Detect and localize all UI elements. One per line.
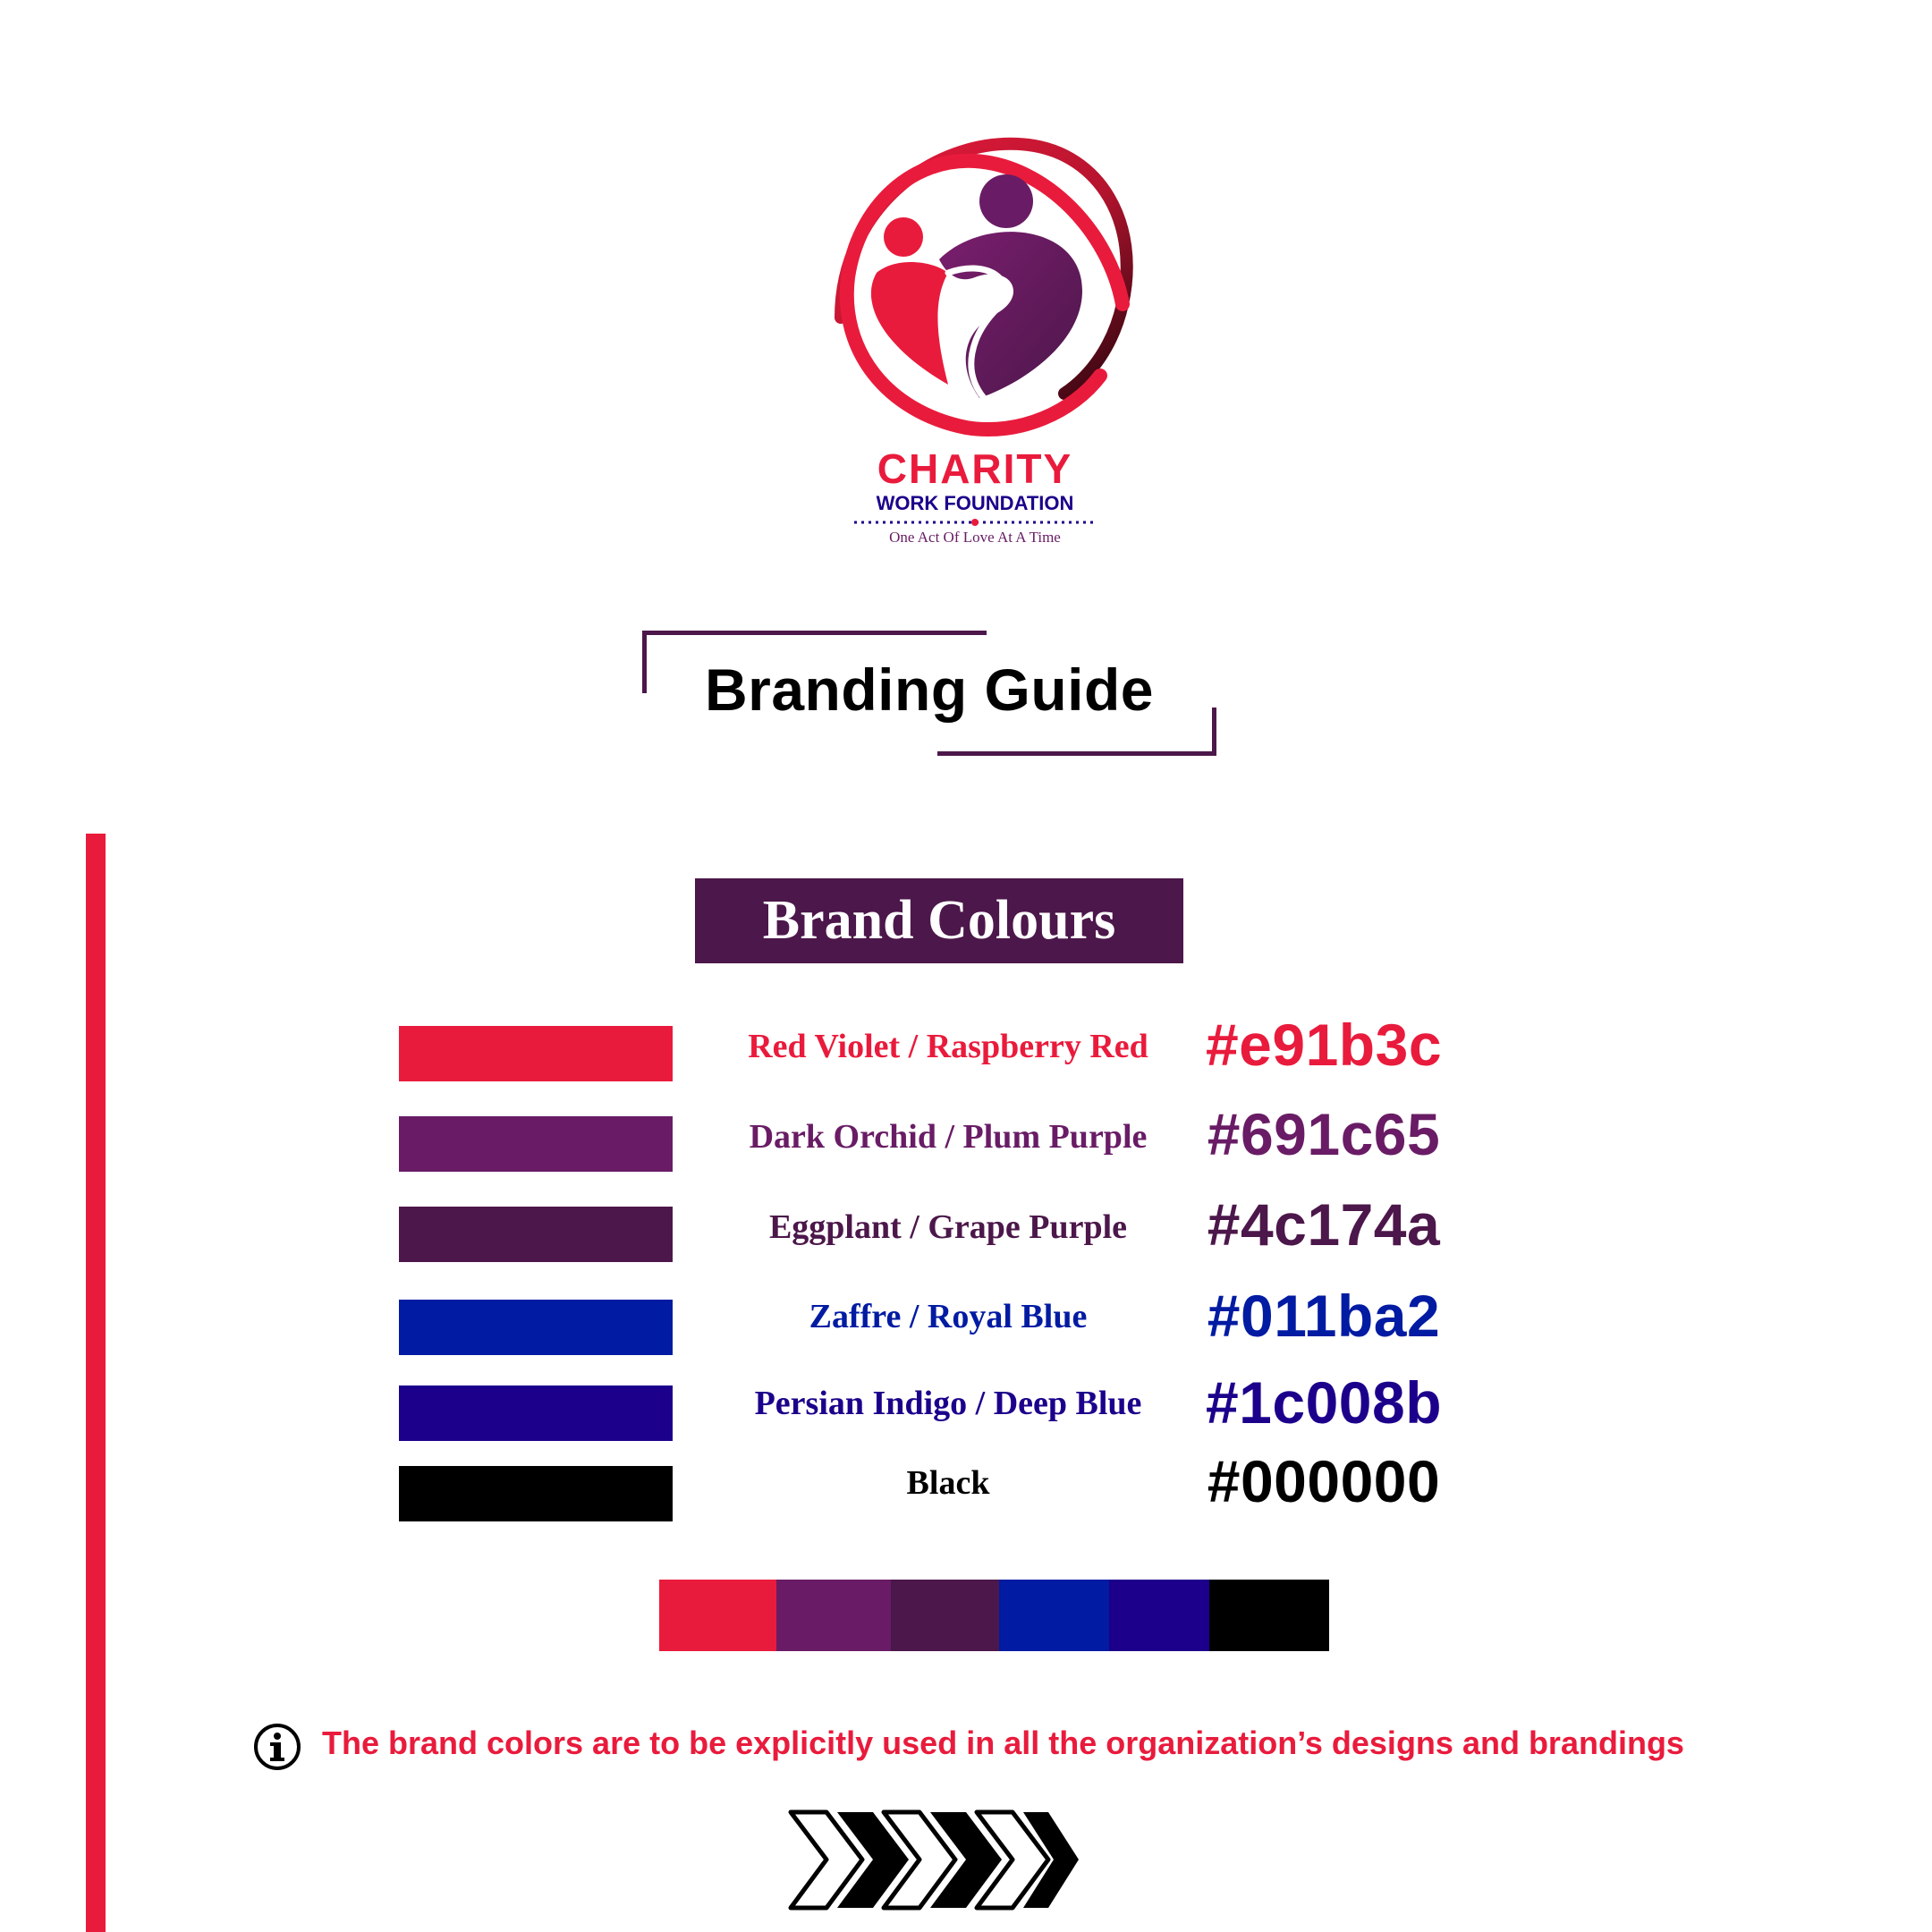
color-swatch-zaffre [399, 1300, 673, 1355]
color-swatch-persian-indigo [399, 1385, 673, 1441]
color-name: Persian Indigo / Deep Blue [754, 1385, 1142, 1422]
palette-segment [999, 1580, 1109, 1651]
usage-note: The brand colors are to be explicitly used in all the organization’s designs and brandings [322, 1724, 1684, 1761]
palette-segment [1209, 1580, 1329, 1651]
logo-tagline: One Act Of Love At A Time [889, 529, 1061, 546]
color-hex: #011ba2 [1207, 1283, 1441, 1349]
bracket-bottom [937, 751, 1216, 756]
color-hex: #4c174a [1207, 1191, 1441, 1258]
palette-segment [776, 1580, 891, 1651]
heart-hands-logo-icon [805, 125, 1145, 555]
palette-segment [891, 1580, 999, 1651]
page-title: Branding Guide [705, 657, 1154, 723]
left-accent-rule [86, 834, 106, 1932]
color-name: Dark Orchid / Plum Purple [749, 1118, 1148, 1156]
color-swatch-eggplant [399, 1207, 673, 1262]
color-hex: #000000 [1207, 1448, 1441, 1514]
info-icon [252, 1722, 302, 1772]
chevron-arrows-icon [787, 1809, 1082, 1911]
color-swatch-dark-orchid [399, 1116, 673, 1172]
branding-guide-header [642, 631, 1216, 756]
palette-segment [1109, 1580, 1209, 1651]
charity-logo [805, 125, 1145, 555]
color-swatch-red-violet [399, 1026, 673, 1081]
bracket-top [642, 631, 987, 635]
color-hex: #1c008b [1205, 1369, 1443, 1436]
color-name: Zaffre / Royal Blue [809, 1298, 1088, 1335]
palette-strip [659, 1580, 1329, 1651]
logo-brand-word: CHARITY [877, 445, 1073, 492]
color-swatch-black [399, 1466, 673, 1521]
color-hex: #691c65 [1207, 1101, 1441, 1167]
color-hex: #e91b3c [1205, 1012, 1443, 1078]
logo-subtitle: WORK FOUNDATION [876, 492, 1074, 514]
brand-colours-heading: Brand Colours [695, 878, 1183, 963]
palette-segment [659, 1580, 776, 1651]
color-name: Red Violet / Raspberry Red [748, 1028, 1148, 1065]
color-name: Black [906, 1464, 990, 1502]
color-name: Eggplant / Grape Purple [768, 1208, 1128, 1246]
